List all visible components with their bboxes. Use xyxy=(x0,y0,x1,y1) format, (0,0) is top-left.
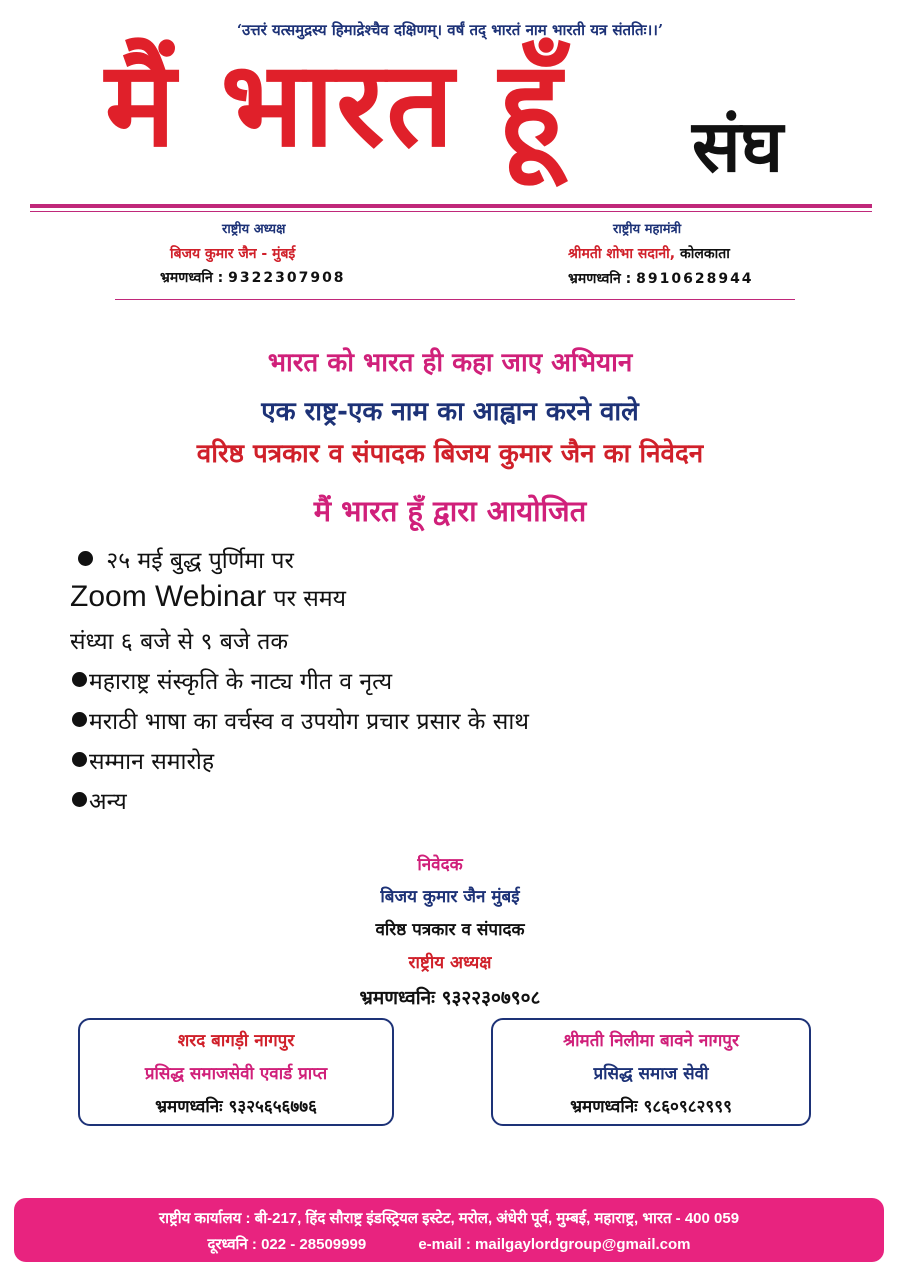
officer-right xyxy=(568,218,818,291)
heading-campaign: भारत को भारत ही कहा जाए अभियान xyxy=(267,348,633,378)
signature-designation: वरिष्ठ पत्रकार व संपादक xyxy=(375,920,525,940)
bullet-icon xyxy=(72,672,87,687)
header-rule xyxy=(30,204,872,208)
officer-left-phone: भ्रमणध्वनि : 9322307908 xyxy=(160,270,346,286)
signature-phone: भ्रमणध्वनिः ९३२२३०७९०८ xyxy=(359,987,541,1009)
event-item: महाराष्ट्र संस्कृति के नाट्य गीत व नृत्य xyxy=(72,664,392,696)
event-date: २५ मई बुद्ध पुर्णिमा पर xyxy=(78,543,294,575)
footer-email: e-mail : mailgaylordgroup@gmail.com xyxy=(418,1236,691,1253)
bullet-icon xyxy=(72,712,87,727)
bullet-icon xyxy=(78,551,93,566)
heading-call: एक राष्ट्र-एक नाम का आह्वान करने वाले xyxy=(261,397,639,427)
event-item: मराठी भाषा का वर्चस्व व उपयोग प्रचार प्रसार के साथ xyxy=(72,704,529,736)
event-item: अन्य xyxy=(72,784,127,816)
contact-card-left xyxy=(78,1018,394,1126)
masthead-suffix: संघ xyxy=(692,104,784,188)
masthead-title: मैं भारत हूँ xyxy=(105,35,564,173)
bullet-icon xyxy=(72,792,87,807)
header-rule-thin xyxy=(30,211,872,212)
contact-name: शरद बागड़ी नागपुर xyxy=(177,1031,295,1051)
event-item: सम्मान समारोह xyxy=(72,744,214,776)
contact-phone: भ्रमणध्वनिः ९३२५६५६७७६ xyxy=(155,1097,317,1117)
footer-contacts xyxy=(14,1234,884,1254)
bullet-icon xyxy=(72,752,87,767)
officer-left-role: राष्ट्रीय अध्यक्ष xyxy=(222,222,286,237)
footer-phone: दूरध्वनि : 022 - 28509999 xyxy=(207,1236,367,1253)
officers-rule xyxy=(115,299,795,300)
event-platform: Zoom Webinar पर समय xyxy=(70,580,346,613)
heading-appeal: वरिष्ठ पत्रकार व संपादक बिजय कुमार जैन का निवेदन xyxy=(196,439,704,469)
event-time: संध्या ६ बजे से ९ बजे तक xyxy=(70,629,288,655)
motto-verse: ‘उत्तरं यत्समुद्रस्य हिमाद्रेश्चैव दक्षिणम्। वर्षं तद् भारतं नाम भारती यत्र संततिः।।’ xyxy=(236,21,664,39)
contact-name: श्रीमती निलीमा बावने नागपुर xyxy=(563,1031,739,1051)
heading-organizer: मैं भारत हूँ द्वारा आयोजित xyxy=(313,494,587,528)
contact-title: प्रसिद्ध समाजसेवी एवार्ड प्राप्त xyxy=(144,1064,328,1084)
officer-right-phone: भ्रमणध्वनि : 8910628944 xyxy=(568,271,754,287)
contact-phone: भ्रमणध्वनिः ९८६०९८२९९९ xyxy=(570,1097,732,1117)
officer-left-name: बिजय कुमार जैन - मुंबई xyxy=(170,246,296,262)
signature-label: निवेदक xyxy=(417,855,463,875)
footer-bar xyxy=(14,1198,884,1262)
contact-card-right xyxy=(491,1018,811,1126)
footer-address: राष्ट्रीय कार्यालय : बी-217, हिंद सौराष्ट्र इंडस्ट्रियल इस्टेट, मरोल, अंधेरी पूर्व, मुम्बई, महाराष्ट्र, भारत - 400 059 xyxy=(158,1210,740,1227)
officer-right-name: श्रीमती शोभा सदानी, कोलकाता xyxy=(568,246,730,262)
officer-right-role: राष्ट्रीय महामंत्री xyxy=(613,222,682,237)
officer-left xyxy=(160,218,420,290)
signature-role: राष्ट्रीय अध्यक्ष xyxy=(408,953,492,973)
contact-title: प्रसिद्ध समाज सेवी xyxy=(593,1064,709,1084)
signature-name: बिजय कुमार जैन मुंबई xyxy=(380,887,520,907)
